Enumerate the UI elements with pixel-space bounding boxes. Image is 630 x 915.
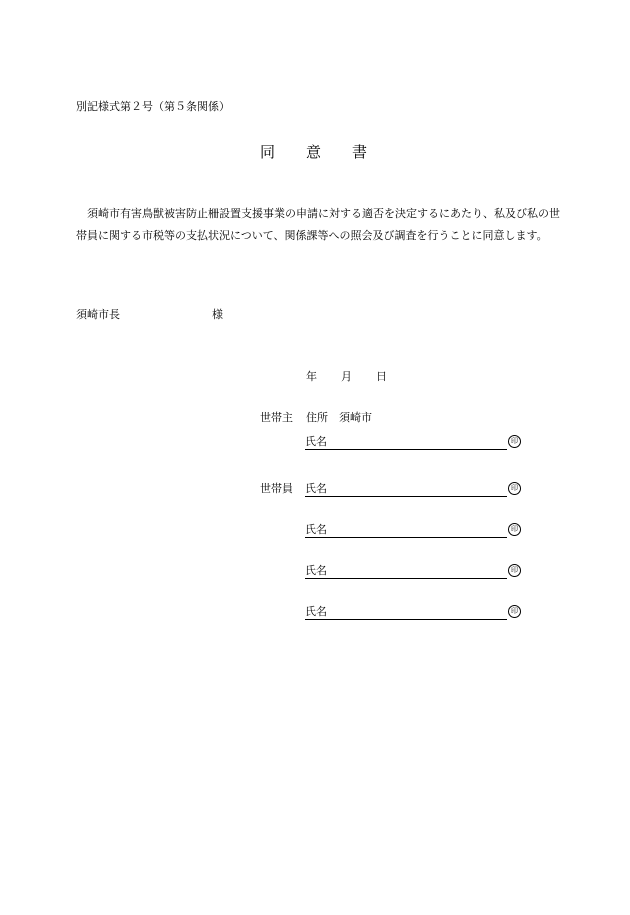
name-underline — [305, 619, 507, 620]
date-line — [306, 370, 387, 384]
form-number: 別記様式第２号（第５条関係） — [76, 100, 230, 113]
householder-address — [306, 411, 372, 425]
seal-mark: 印 — [508, 435, 521, 448]
date-year-label: 年 — [306, 370, 317, 383]
consent-statement: 須崎市有害鳥獣被害防止柵設置支援事業の申請に対する適否を決定するにあたり、私及び私の世帯員に関する市税等の支払状況について、関係課等への照会及び調査を行うことに同意します。 — [76, 207, 560, 242]
addressee-honorific: 様 — [212, 308, 223, 321]
household-member-label: 世帯員 — [260, 482, 293, 495]
name-underline — [305, 578, 507, 579]
seal-mark: 印 — [508, 482, 521, 495]
name-underline — [305, 496, 507, 497]
name-label: 氏名 — [305, 523, 327, 536]
seal-mark: 印 — [508, 605, 521, 618]
name-label: 氏名 — [305, 605, 327, 618]
title-char: 意 — [306, 143, 322, 161]
householder-name-field[interactable] — [305, 435, 521, 451]
name-underline — [305, 537, 507, 538]
addressee — [76, 308, 223, 322]
date-month-label: 月 — [341, 370, 352, 383]
member-name-field[interactable] — [305, 482, 521, 498]
document-title — [260, 143, 367, 161]
name-underline — [305, 449, 507, 450]
title-char: 同 — [260, 143, 276, 161]
householder-label: 世帯主 — [260, 411, 293, 424]
name-label: 氏名 — [305, 435, 327, 448]
seal-mark: 印 — [508, 564, 521, 577]
date-day-label: 日 — [376, 370, 387, 383]
address-value: 須崎市 — [339, 411, 372, 424]
address-label: 住所 — [306, 411, 328, 424]
member-name-field[interactable] — [305, 605, 521, 621]
addressee-name: 須崎市長 — [76, 308, 120, 321]
seal-mark: 印 — [508, 523, 521, 536]
member-name-field[interactable] — [305, 564, 521, 580]
name-label: 氏名 — [305, 482, 327, 495]
title-char: 書 — [352, 143, 368, 161]
name-label: 氏名 — [305, 564, 327, 577]
member-name-field[interactable] — [305, 523, 521, 539]
